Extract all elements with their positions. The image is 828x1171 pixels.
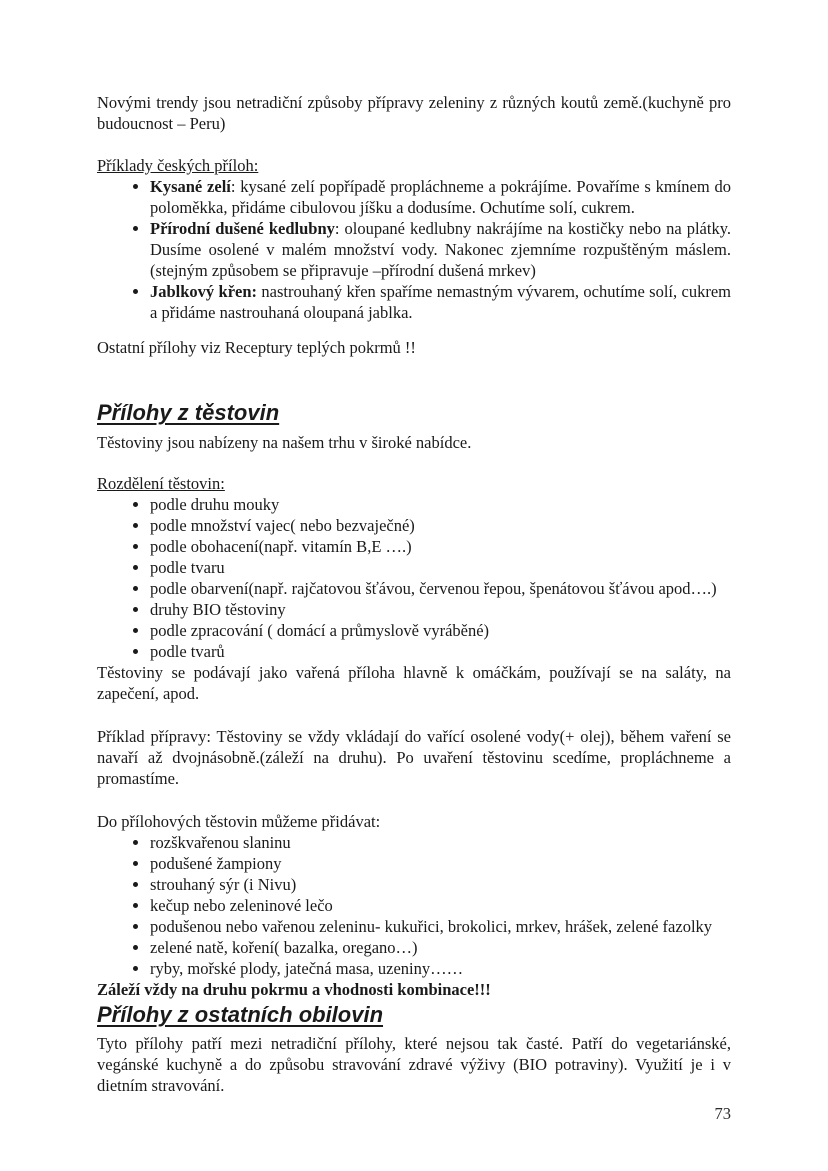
list-item bbox=[150, 281, 731, 323]
item-lead: Kysané zelí bbox=[150, 177, 231, 196]
czech-sides-heading: Příklady českých příloh: bbox=[97, 156, 259, 175]
list-item: • zelené natě, koření( bazalka, oregano…) bbox=[150, 937, 731, 958]
list-item bbox=[150, 218, 731, 281]
list-item: • podušenou nebo vařenou zeleninu- kukuřici, brokolici, mrkev, hrášek, zelené fazolky bbox=[150, 916, 731, 937]
other-sides-note: Ostatní přílohy viz Receptury teplých pokrmů !! bbox=[97, 338, 416, 357]
item-lead: Přírodní dušené kedlubny bbox=[150, 219, 335, 238]
list-item: • podle tvarů bbox=[150, 641, 731, 662]
pasta-intro: Těstoviny jsou nabízeny na našem trhu v široké nabídce. bbox=[97, 433, 472, 452]
page-number: 73 bbox=[714, 1104, 731, 1123]
list-item: • podle obarvení(např. rajčatovou šťávou, červenou řepou, špenátovou šťávou apod….) bbox=[150, 578, 731, 599]
list-item bbox=[150, 176, 731, 218]
list-item: • podle druhu mouky bbox=[150, 494, 731, 515]
list-item: • rozškvařenou slaninu bbox=[150, 832, 731, 853]
pasta-serving-paragraph: Těstoviny se podávají jako vařená příloha hlavně k omáčkám, používají se na saláty, na zapečení, apod. bbox=[97, 663, 731, 703]
intro-paragraph: Novými trendy jsou netradiční způsoby přípravy zeleniny z různých koutů země.(kuchyně pro budoucnost – Peru) bbox=[97, 93, 731, 133]
grains-paragraph: Tyto přílohy patří mezi netradiční přílohy, které nejsou tak časté. Patří do vegetariánské, vegánské kuchyně a do způsobu stravování zdravé výživy (BIO potraviny). Využití je i v dietním stravování. bbox=[97, 1034, 731, 1095]
list-item: • podle obohacení(např. vitamín B,E ….) bbox=[150, 536, 731, 557]
pasta-additions-heading: Do přílohových těstovin můžeme přidávat: bbox=[97, 812, 381, 831]
list-item: • podle zpracování ( domácí a průmyslově vyráběné) bbox=[150, 620, 731, 641]
item-text: nastrouhaný křen spaříme nemastným vývarem, ochutíme solí, cukrem a přidáme nastrouhaná oloupaná jablka. bbox=[150, 282, 731, 322]
pasta-division-list bbox=[97, 494, 731, 662]
item-text: : oloupané kedlubny nakrájíme na kostičky nebo na plátky. Dusíme osolené v malém množství vody. Nakonec zjemníme rozpuštěným máslem. (stejným způsobem se připravuje –přírodní dušená mrkev) bbox=[150, 219, 732, 280]
list-item: • podle množství vajec( nebo bezvaječné) bbox=[150, 515, 731, 536]
combination-warning: Záleží vždy na druhu pokrmu a vhodnosti kombinace!!! bbox=[97, 980, 491, 999]
list-item: • druhy BIO těstoviny bbox=[150, 599, 731, 620]
page-content bbox=[97, 92, 731, 1096]
pasta-division-heading: Rozdělení těstovin: bbox=[97, 474, 225, 493]
pasta-preparation-paragraph: Příklad přípravy: Těstoviny se vždy vkládají do vařící osolené vody(+ olej), během vaření se navaří až dvojnásobně.(záleží na druhu). Po uvaření těstovinu scedíme, propláchneme a promastíme. bbox=[97, 727, 731, 788]
pasta-section-heading: Přílohy z těstovin bbox=[97, 400, 280, 425]
czech-sides-list bbox=[97, 176, 731, 323]
pasta-additions-list bbox=[97, 832, 731, 979]
list-item: • podle tvaru bbox=[150, 557, 731, 578]
list-item: • ryby, mořské plody, jatečná masa, uzeniny…… bbox=[150, 958, 731, 979]
item-lead: Jablkový křen: bbox=[150, 282, 258, 301]
list-item: • podušené žampiony bbox=[150, 853, 731, 874]
item-text: : kysané zelí popřípadě propláchneme a pokrájíme. Povaříme s kmínem do poloměkka, přidáme cibulovou jíšku a dodusíme. Ochutíme solí, cukrem. bbox=[150, 177, 732, 217]
grains-section-heading: Přílohy z ostatních obilovin bbox=[97, 1002, 384, 1027]
list-item: • strouhaný sýr (i Nivu) bbox=[150, 874, 731, 895]
list-item: • kečup nebo zeleninové lečo bbox=[150, 895, 731, 916]
